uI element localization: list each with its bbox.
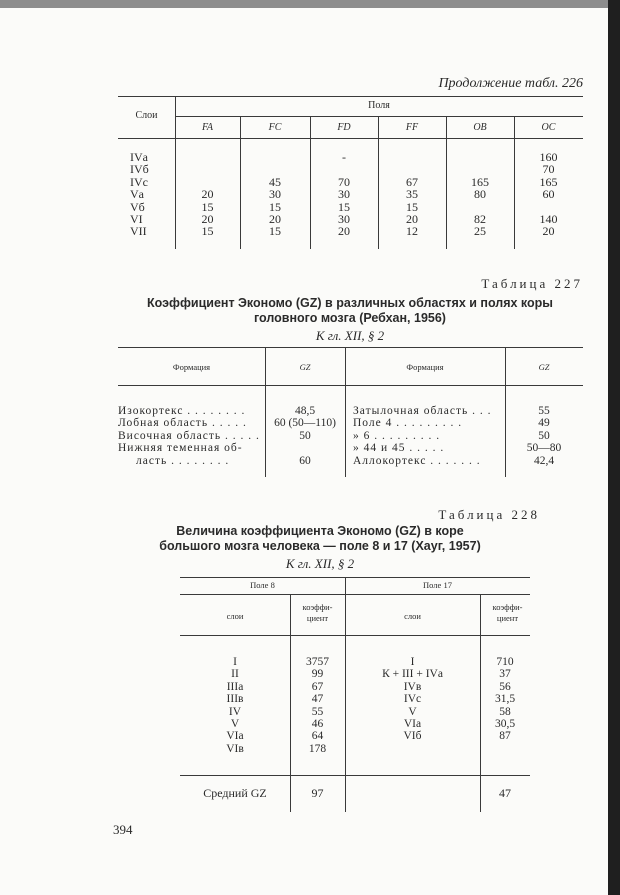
scan-right-edge — [608, 0, 620, 895]
table-228-title-line1: Величина коэффициента Экономо (GZ) в коре — [176, 524, 464, 538]
table-227-reference: К гл. XII, § 2 — [315, 328, 385, 343]
field17-values: 710 37 56 31,5 58 30,5 87 — [494, 656, 516, 743]
oc-column: 160 70 165 60 140 20 — [539, 150, 558, 239]
gz-header-right: GZ — [538, 362, 550, 372]
table-228-label: Таблица 228 — [438, 507, 540, 522]
fa-column: 20 15 20 15 — [201, 187, 214, 239]
ob-column: 165 80 82 25 — [471, 174, 489, 239]
ff-column: 67 35 15 20 12 — [406, 174, 418, 239]
mean-gz-field17: 47 — [499, 786, 511, 800]
gz-header-left: GZ — [299, 362, 311, 372]
field17-layers: I К + III + IVа IVв IVс V VIа VIб — [382, 656, 443, 743]
right-gz-values: 55 49 50 50—80 42,4 — [526, 405, 562, 467]
field17-header: Поле 17 — [423, 580, 452, 590]
field-ob-header: OB — [473, 122, 487, 133]
field-fd-header: FD — [337, 122, 351, 133]
scan-top-edge — [0, 0, 620, 8]
fields-header: Поля — [368, 100, 390, 111]
field-ff-header: FF — [405, 122, 419, 133]
fd-column: - 70 30 15 30 20 — [338, 150, 350, 239]
table-227-title-line2: головного мозга (Ребхан, 1956) — [254, 311, 446, 325]
mean-gz-field8: 97 — [311, 786, 324, 800]
coef-col-header-8: коэффи-циент — [302, 602, 333, 623]
right-formation-names: Затылочная область . . . Поле 4 . . . . . . . . . » 6 . . . . . . . . . » 44 и 45 . . . . . Аллокортекс . . . . . . . — [353, 405, 492, 467]
formation-header-left: Формация — [172, 362, 211, 372]
layer-col-header-8: слои — [226, 611, 244, 621]
table-227-label: Таблица 227 — [481, 276, 583, 291]
fc-column: 45 30 15 20 15 — [269, 174, 281, 239]
formation-header-right: Формация — [406, 362, 444, 372]
coef-col-header-17: коэффи-циент — [492, 602, 523, 623]
mean-gz-label: Средний GZ — [203, 786, 267, 800]
continuation-header: Продолжение табл. 226 — [438, 76, 583, 91]
field-fa-header: FA — [202, 122, 213, 133]
page-number: 394 — [113, 822, 133, 837]
field-fc-header: FC — [268, 122, 282, 133]
table-228-title-line2: большого мозга человека — поле 8 и 17 (Хауг, 1957) — [159, 539, 481, 553]
field-oc-header: OC — [541, 122, 556, 133]
field8-values: 3757 99 67 47 55 46 64 178 — [306, 656, 329, 755]
field8-layers: I II IIIа IIIв IV V VIа VIв — [226, 656, 244, 755]
layer-header: Слои — [135, 110, 158, 121]
left-gz-values: 48,5 60 (50—110) 50 60 — [274, 405, 336, 467]
table-227-title-line1: Коэффициент Экономо (GZ) в различных областях и полях коры — [147, 296, 553, 310]
table-228-reference: К гл. XII, § 2 — [285, 556, 355, 571]
layer-column: IVа IVб IVс Vа Vб VI VII — [130, 150, 149, 239]
field8-header: Поле 8 — [250, 580, 275, 590]
layer-col-header-17: слои — [404, 611, 421, 621]
left-formation-names: Изокортекс . . . . . . . . Лобная область . . . . . Височная область . . . . . Нижняя теменная об- ласть . . . . . . . . — [118, 405, 260, 467]
